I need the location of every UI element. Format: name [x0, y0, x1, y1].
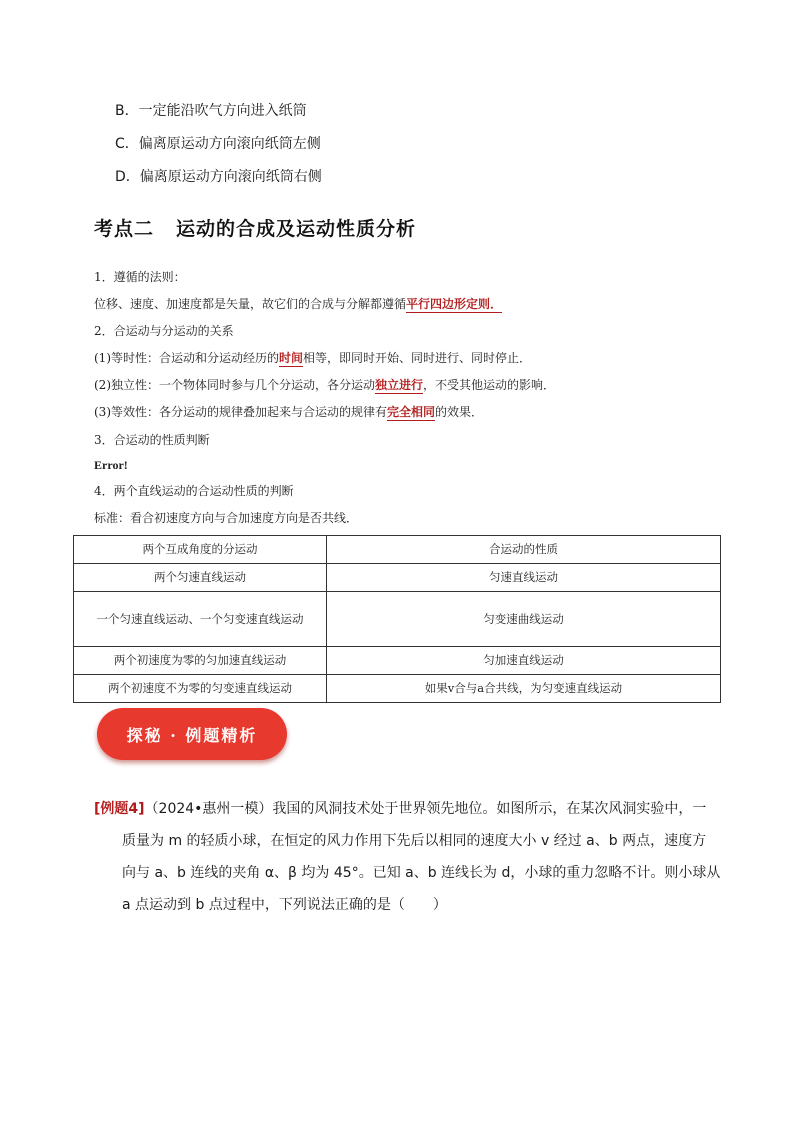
table-row [74, 564, 721, 592]
example-line-3: 向与 a、b 连线的夹角 α、β 均为 45°。已知 a、b 连线长为 d，小球的重力忽略不计。则小球从 [122, 865, 721, 881]
table-cell: 匀变速曲线运动 [327, 592, 721, 647]
section-number: 考点二 [94, 218, 155, 240]
equivalence [94, 403, 483, 420]
table-cell: 两个初速度为零的匀加速直线运动 [74, 647, 327, 675]
table-row [74, 592, 721, 647]
independence [94, 376, 555, 393]
rule-key: 平行四边形定则． [406, 297, 503, 311]
option-d: D．偏离原运动方向滚向纸筒右侧 [115, 169, 322, 185]
example-analysis-badge: 探秘 · 例题精析 [97, 708, 287, 760]
example-line-1 [94, 798, 706, 818]
section-heading [94, 214, 416, 241]
equivalence-post: 的效果． [435, 405, 484, 419]
table-header: 合运动的性质 [327, 536, 721, 564]
table-cell: 两个匀速直线运动 [74, 564, 327, 592]
independence-key: 独立进行 [375, 378, 424, 392]
example-text-1: （2024•惠州一模）我国的风洞技术处于世界领先地位。如图所示，在某次风洞实验中，一 [144, 801, 707, 817]
table-cell: 两个初速度不为零的匀变速直线运动 [74, 675, 327, 703]
example-label: [例题4] [94, 801, 145, 817]
example-line-2: 质量为 m 的轻质小球，在恒定的风力作用下先后以相同的速度大小 v 经过 a、b 两点，速度方 [122, 833, 707, 849]
isochronism-post: 相等，即同时开始、同时进行、同时停止． [303, 351, 532, 365]
judgment-title: 4．两个直线运动的合运动性质的判断 [94, 484, 294, 498]
relation-title: 2．合运动与分运动的关系 [94, 324, 234, 338]
example-line-4: a 点运动到 b 点过程中，下列说法正确的是（ ） [122, 897, 447, 913]
isochronism [94, 349, 531, 366]
independence-post: ，不受其他运动的影响． [423, 378, 556, 392]
rule-text-pre: 位移、速度、加速度都是矢量，故它们的合成与分解都遵循 [94, 297, 407, 311]
rule-text [94, 295, 502, 312]
rule-title: 1．遵循的法则： [94, 270, 186, 284]
criterion: 标准：看合初速度方向与合加速度方向是否共线． [94, 511, 359, 525]
isochronism-key: 时间 [279, 351, 304, 365]
table-header: 两个互成角度的分运动 [74, 536, 327, 564]
section-title: 运动的合成及运动性质分析 [176, 218, 417, 240]
property-title: 3．合运动的性质判断 [94, 433, 210, 447]
independence-pre: (2)独立性：一个物体同时参与几个分运动，各分运动 [94, 378, 376, 392]
table-row [74, 647, 721, 675]
table-cell: 匀速直线运动 [327, 564, 721, 592]
table-cell: 如果v合与a合共线，为匀变速直线运动 [327, 675, 721, 703]
table-cell: 匀加速直线运动 [327, 647, 721, 675]
option-c: C．偏离原运动方向滚向纸筒左侧 [115, 136, 321, 152]
motion-table [73, 535, 721, 703]
error-text: Error! [94, 458, 128, 472]
isochronism-pre: (1)等时性：合运动和分运动经历的 [94, 351, 279, 365]
table-cell: 一个匀速直线运动、一个匀变速直线运动 [74, 592, 327, 647]
table-row [74, 675, 721, 703]
table-header-row [74, 536, 721, 564]
option-b: B．一定能沿吹气方向进入纸筒 [115, 103, 307, 119]
equivalence-pre: (3)等效性：各分运动的规律叠加起来与合运动的规律有 [94, 405, 388, 419]
equivalence-key: 完全相同 [387, 405, 436, 419]
